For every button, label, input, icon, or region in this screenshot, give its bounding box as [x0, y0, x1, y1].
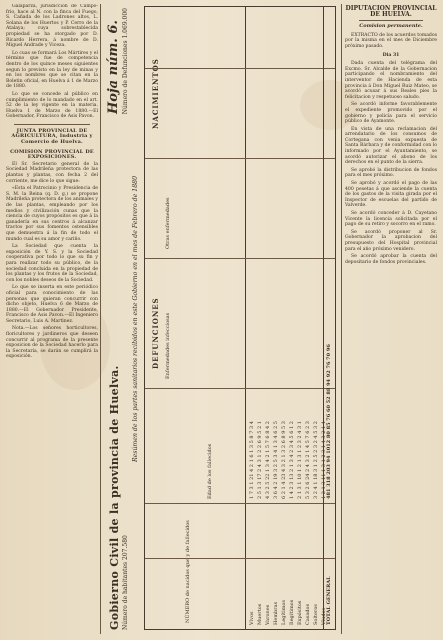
intro-paragraph: Lo que se concede al público en cumplimiento de lo mandado en el art. 52 de la ley vigente en la materia. Huelva 1 de Marzo de 1880.—El Gobernador, Francisco de Asis Pavon.: [6, 91, 98, 120]
section-label: Otras enfermedades: [165, 197, 171, 249]
total-row: TOTAL GENERAL 481 318 203 94 1012 80 85 76 60 52 88 94 92 76 70 96: [323, 7, 336, 629]
body-paragraph: La Sociedad que cuenta la exposición de Y. S. y la Sociedad cooperativa por todo lo que su fin y para realizar todo su público, de la sociedad concluida en la propiedad de los plantas y los frutos de la Sociedad, con los nobles deseos de la Sociedad.: [6, 244, 98, 283]
body-paragraph: Se acordó informe favorablemente el expediente promovido por el gobierno y policía para el servicio público de Ayamonte.: [345, 102, 437, 125]
diputacion-heading: DIPUTACION PROVINCIAL DE HUELVA.: [345, 5, 437, 18]
intro-paragraph: Galaparza, jurisdiccion de Campo-frio, hace al N. con la finca del Fuego, S. Cañada de los Ladrones altos, L. Solana de los Huertos y P. Cerro de la Atalaya; cuya sobrestablecida propiedad se ha otorgado por D. Ricardo Herrera, á nombre de D. Miguel Andrade y Viceza.: [6, 4, 98, 49]
body-paragraph: Se aprobó y acordó el pago de las 400 pesetas á que asciende la cuenta de los gastos de la visita girada por el Inspector de escuelas del partido de Valverde.: [345, 181, 437, 209]
comision-heading: COMISION PROVINCIAL DE EXPOSICIONES.: [10, 148, 94, 161]
column-divider: [341, 4, 342, 634]
note-paragraph: Nota.—Los señores horticultores, floricultores y jardineros que deseen concurrir al programa de la presente exposicion de la Sociedad hacerlo para la Secretaría, se darán se cumplirá la exposición.: [6, 326, 98, 360]
right-text-column: [345, 4, 437, 634]
date-heading: Dia 31: [382, 52, 400, 58]
table-row: Ilegítimos 1 4 2 3 13 2 1 3 4 2 3 4 5 6 1 2: [289, 421, 295, 625]
table-row: Casados 5 3 2 6 24 2 4 3 2 1 4 5 7 6 2 3: [305, 421, 311, 625]
table-row: Varones 4 3 2 5 22 1 3 4 2 1 5 7 6 8 4 2: [265, 421, 271, 625]
body-paragraph: «Esta el Patrocinio y Presidencia de S. M. la Reina (q. D. g.) se propone Madrileña protectora de los animales y de las plantas, empleando por los medios y civilización cunas que la ciencia de cuyos propósitos es que á la ganadería en sus centros á alcanzar tractos por sus fomentos ostensibles que demuestra á la fin de todo el mundo cual es su amor y cariño.: [6, 186, 98, 242]
intro-paragraph: Lo cuas se formará Los Mártires y el término que fue de competencia dentro de los quince meses siguientes segun lo previsto en la ley de minas y en los nombres que se citan en la Boletin oficial, en Huelva á 1 de Marzo de 1880.: [6, 50, 98, 90]
left-text-column: [6, 4, 98, 634]
defunciones-count: Número de Defunciones 1.069.000: [122, 8, 129, 115]
body-paragraph: El Sr. Secretario general de la Sociedad Madrileña protectora de las plantas y plantas, con fecha 2 del corriente, me dice lo que sigue:: [6, 161, 98, 184]
table-row: Vivos 1 7 3 1 21 4 2 1 6 1 3 5 8 7 3 4: [249, 421, 255, 625]
header-group: NACIMIENTOS: [151, 58, 160, 129]
body-paragraph: Se aprobó la distribucion de fondos para el mes próximo.: [345, 167, 437, 179]
section-divider: [359, 20, 423, 21]
table-summary-line: [122, 8, 129, 630]
data-grid: [144, 6, 336, 630]
table-row: Muertos 2 5 1 3 17 2 4 3 1 2 2 6 9 5 2 1: [257, 421, 263, 625]
table-row: Hembras 3 6 4 2 19 3 2 5 3 4 1 3 4 6 2 5: [273, 421, 279, 625]
junta-heading: JUNTA PROVINCIAL DE AGRICULTURA, Industria y Comercio de Huelva.: [11, 127, 93, 146]
habitantes-count: Número de habitantes 207.580: [122, 535, 129, 630]
body-paragraph: En vista de una reclamacion del arrendatario de los consumos de Cortegana con venia expuesta de Santa Bárbara y de conformidad con lo informado por el Ayuntamiento, se acordó autorizar el abono de los derechos en el punto de la sierra.: [345, 126, 437, 166]
body-paragraph: Se acordó proponer al Sr. Gobernador la aprobacion del presupuesto del Hospital provincial para el año próximo venidero.: [345, 229, 437, 252]
section-label: Edad de los fallecidos: [207, 443, 213, 499]
section-label: Enfermedades infecciosas: [165, 312, 171, 379]
comision-subheading: Comision permanente.: [359, 23, 423, 30]
table-row: Solteros 3 2 4 1 18 3 1 2 5 2 3 2 4 5 3 2: [313, 421, 319, 625]
body-paragraph: Lo que se inserta en este periódico oficial para conocimiento de las personas que quieran concurrir con dicho objeto, Huelva 6 de Marzo de 1880.—El Gobernador Presidente, Francisco de Asis Pavon.—El Ingeniero Secretario, Luis A. Martinez.: [6, 285, 98, 324]
table-row: Legítimos 6 2 1 4 23 4 3 2 1 3 2 6 8 9 5 3: [281, 421, 287, 625]
header-group: DEFUNCIONES: [151, 297, 160, 369]
table-title: Gobierno Civil de la provincia de Huelva.: [108, 365, 121, 630]
table-row: Expósitos 2 1 3 1 10 1 2 1 3 1 2 3 2 4 3 1: [297, 421, 303, 625]
header-group: NÚMERO de nacidos que y de fallecidos: [185, 520, 191, 623]
extracto-paragraph: EXTRACTO de los acuerdos tomados por la misma en el mes de Diciembre próximo pasado.: [345, 32, 437, 49]
table-subtitle: Resúmen de los partes sanitarios recibidos en este Gobierno en el mes de Febrero de 1880: [132, 175, 139, 463]
body-paragraph: Dada cuenta del telégrama del Excmo. Sr. Alcalde de la Gobernacion participando el nombramiento del interventor de Hacienda de esta provincia á Don Miguel Ruiz Mateo, se acordó acusar á sus Reales pies la felicitacion y respetuoso saludo.: [345, 61, 437, 100]
body-paragraph: Se acordó aprobar la cuenta del depositario de fondos provinciales.: [345, 254, 437, 265]
section-divider: [14, 124, 90, 125]
table-row: Viudos 1 2 1 3 11 1 3 1 2 3 1 4 3 2 1 4: [321, 421, 327, 625]
grid-header: [145, 7, 246, 629]
statistics-table-region: [102, 4, 340, 634]
body-paragraph: Se acordó conceder á D. Cayetano Vicente la licencia solicitada por el pago de su retiro y socorro en el ramo.: [345, 211, 437, 228]
rotated-table: [102, 4, 340, 634]
column-divider: [100, 4, 101, 634]
sheet-label: Hoja núm. 6.: [106, 20, 121, 114]
